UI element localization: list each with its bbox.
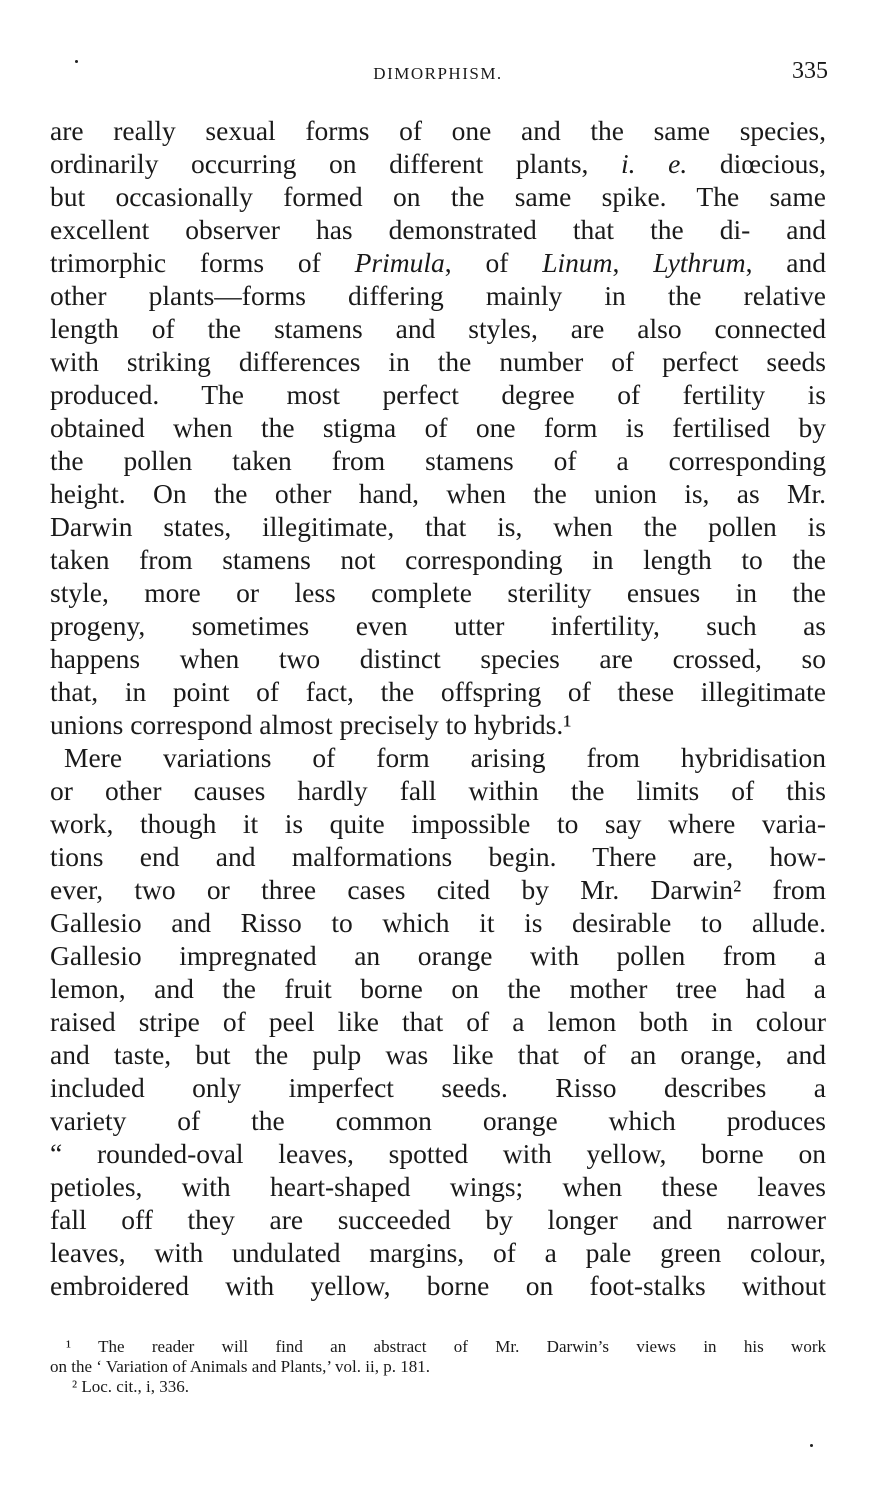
text-line: ever, two or three cases cited by Mr. Darwin² from bbox=[50, 874, 826, 905]
text-line: trimorphic forms of Primula, of Linum, Lythrum, and bbox=[50, 247, 826, 278]
genus-lythrum: Lythrum bbox=[653, 247, 746, 278]
text-line: “ rounded-oval leaves, spotted with yellow, borne on bbox=[50, 1138, 826, 1169]
text-line: or other causes hardly fall within the limits of this bbox=[50, 775, 826, 806]
text-line: tions end and malformations begin. There are, how- bbox=[50, 841, 826, 872]
text-line: included only imperfect seeds. Risso describes a bbox=[50, 1072, 826, 1103]
footnote-2: ² Loc. cit., i, 336. bbox=[72, 1377, 189, 1396]
text-line: petioles, with heart-shaped wings; when these leaves bbox=[50, 1171, 826, 1202]
genus-primula: Primula bbox=[354, 247, 445, 278]
text-line: that, in point of fact, the offspring of these illegitimate bbox=[50, 676, 826, 707]
text-line: with striking differences in the number of perfect seeds bbox=[50, 346, 826, 377]
text-line: unions correspond almost precisely to hybrids.¹ bbox=[50, 709, 572, 740]
text-line: height. On the other hand, when the union is, as Mr. bbox=[50, 478, 826, 509]
text-line: obtained when the stigma of one form is fertilised by bbox=[50, 412, 826, 443]
page-number: 335 bbox=[792, 58, 828, 84]
text-line: raised stripe of peel like that of a lemon both in colour bbox=[50, 1006, 826, 1037]
page-header bbox=[48, 58, 828, 88]
text-line: lemon, and the fruit borne on the mother tree had a bbox=[50, 973, 826, 1004]
text-line: style, more or less complete sterility ensues in the bbox=[50, 577, 826, 608]
text-line: work, though it is quite impossible to say where varia- bbox=[50, 808, 826, 839]
text-line: other plants—forms differing mainly in the relative bbox=[50, 280, 826, 311]
text-line: fall off they are succeeded by longer and narrower bbox=[50, 1204, 826, 1235]
text-line: variety of the common orange which produces bbox=[50, 1105, 826, 1136]
text-line: produced. The most perfect degree of fertility is bbox=[50, 379, 826, 410]
running-head: DIMORPHISM. bbox=[373, 64, 503, 83]
body-text bbox=[50, 114, 826, 1302]
text-line: Gallesio impregnated an orange with pollen from a bbox=[50, 940, 826, 971]
text-line: are really sexual forms of one and the same species, bbox=[50, 115, 826, 146]
text-line: Darwin states, illegitimate, that is, when the pollen is bbox=[50, 511, 826, 542]
text-line: progeny, sometimes even utter infertility, such as bbox=[50, 610, 826, 641]
text-line: but occasionally formed on the same spike. The same bbox=[50, 181, 826, 212]
scan-speck bbox=[75, 60, 78, 63]
scan-speck bbox=[810, 1444, 813, 1447]
footnotes bbox=[50, 1337, 826, 1397]
text-line: the pollen taken from stamens of a corresponding bbox=[50, 445, 826, 476]
paragraph-start-line: Mere variations of form arising from hybridisation bbox=[64, 742, 826, 773]
footnote-1-line: on the ‘ Variation of Animals and Plants,’ vol. ii, p. 181. bbox=[50, 1357, 430, 1376]
genus-linum: Linum bbox=[542, 247, 613, 278]
text-line: embroidered with yellow, borne on foot-stalks without bbox=[50, 1270, 826, 1301]
text-line: leaves, with undulated margins, of a pale green colour, bbox=[50, 1237, 826, 1268]
text-line: and taste, but the pulp was like that of an orange, and bbox=[50, 1039, 826, 1070]
text-line: happens when two distinct species are crossed, so bbox=[50, 643, 826, 674]
text-line: excellent observer has demonstrated that the di- and bbox=[50, 214, 826, 245]
footnote-1-line: ¹ The reader will find an abstract of Mr. Darwin’s views in his work bbox=[66, 1337, 826, 1356]
text-line: taken from stamens not corresponding in length to the bbox=[50, 544, 826, 575]
text-line: ordinarily occurring on different plants, i. e. diœcious, bbox=[50, 148, 826, 179]
text-line: Gallesio and Risso to which it is desirable to allude. bbox=[50, 907, 826, 938]
italic-abbrev: i. e. bbox=[621, 148, 688, 179]
text-line: length of the stamens and styles, are also connected bbox=[50, 313, 826, 344]
